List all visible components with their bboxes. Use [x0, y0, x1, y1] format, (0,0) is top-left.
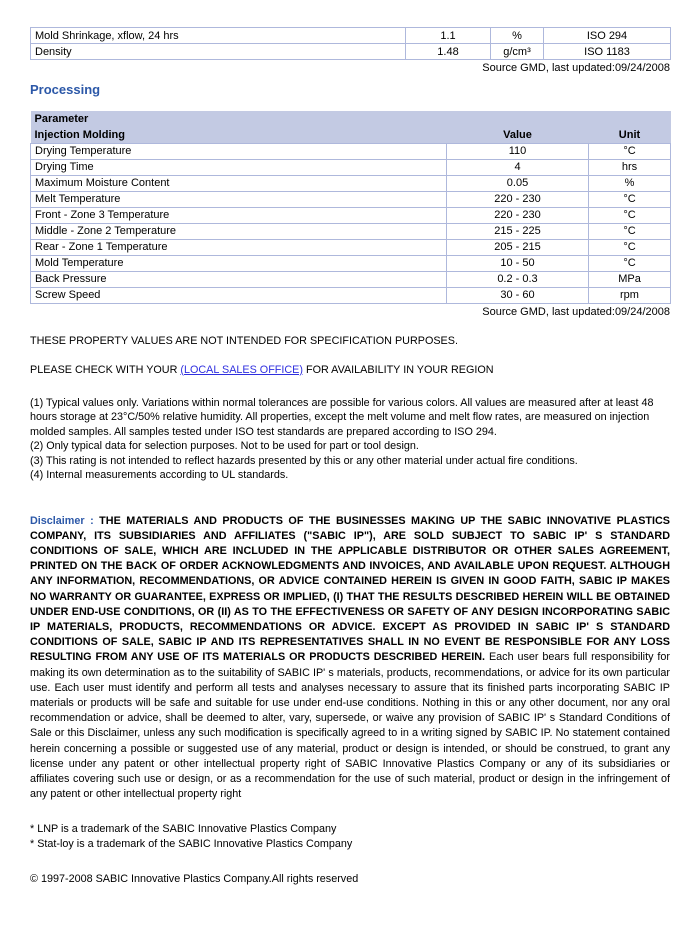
table-row: [31, 28, 671, 44]
disclaimer: [30, 514, 670, 803]
parameter-cell: Drying Temperature: [31, 143, 447, 159]
footnote-1: (1) Typical values only. Variations within normal tolerances are possible for various colors. All values are measured after at least 48 hours storage at 23°C/50% relative humidity. All properties, except the melt volume and melt flow rates, are measured on injection molded samples. All samples tested under ISO test standards are prepared according to ISO 294.: [30, 396, 654, 438]
unit-cell: °C: [589, 255, 671, 271]
value-cell: 0.05: [447, 175, 589, 191]
local-sales-office-link[interactable]: (LOCAL SALES OFFICE): [180, 363, 303, 376]
table-header-row: [31, 127, 671, 143]
disclaimer-label: Disclaimer :: [30, 514, 100, 527]
parameter-cell: Maximum Moisture Content: [31, 175, 447, 191]
parameter-cell: Front - Zone 3 Temperature: [31, 207, 447, 223]
table-row: [31, 255, 671, 271]
table-row: [31, 223, 671, 239]
property-cell: Mold Shrinkage, xflow, 24 hrs: [31, 28, 406, 44]
unit-cell: MPa: [589, 271, 671, 287]
table-group-header-row: [31, 111, 671, 127]
table-row: [31, 271, 671, 287]
unit-cell: %: [589, 175, 671, 191]
value-cell: 30 - 60: [447, 287, 589, 303]
column-header-parameter: Injection Molding: [31, 127, 447, 143]
column-header-unit: Unit: [589, 127, 671, 143]
specification-note: THESE PROPERTY VALUES ARE NOT INTENDED FOR SPECIFICATION PURPOSES.: [30, 334, 458, 347]
table-row: [31, 44, 671, 60]
parameter-cell: Melt Temperature: [31, 191, 447, 207]
unit-cell: °C: [589, 143, 671, 159]
value-cell: 1.48: [406, 44, 491, 60]
unit-cell: %: [491, 28, 544, 44]
unit-cell: hrs: [589, 159, 671, 175]
parameter-cell: Back Pressure: [31, 271, 447, 287]
trademark-lnp: * LNP is a trademark of the SABIC Innovative Plastics Company: [30, 823, 337, 836]
unit-cell: °C: [589, 191, 671, 207]
unit-cell: g/cm³: [491, 44, 544, 60]
parameter-cell: Middle - Zone 2 Temperature: [31, 223, 447, 239]
value-cell: 0.2 - 0.3: [447, 271, 589, 287]
unit-cell: °C: [589, 207, 671, 223]
property-cell: Density: [31, 44, 406, 60]
parameter-cell: Mold Temperature: [31, 255, 447, 271]
availability-suffix: FOR AVAILABILITY IN YOUR REGION: [302, 363, 494, 376]
table-row: [31, 191, 671, 207]
properties-table: [30, 27, 671, 60]
value-cell: 220 - 230: [447, 207, 589, 223]
footnote-2: (2) Only typical data for selection purposes. Not to be used for part or tool design.: [30, 440, 419, 452]
value-cell: 4: [447, 159, 589, 175]
section-heading-processing: Processing: [30, 82, 101, 97]
availability-note: [30, 364, 670, 376]
unit-cell: °C: [589, 223, 671, 239]
trademark-statloy: * Stat-loy is a trademark of the SABIC Innovative Plastics Company: [30, 837, 353, 850]
value-cell: 1.1: [406, 28, 491, 44]
parameter-cell: Screw Speed: [31, 287, 447, 303]
value-cell: 205 - 215: [447, 239, 589, 255]
processing-table: [30, 111, 671, 304]
availability-prefix: PLEASE CHECK WITH YOUR: [30, 363, 181, 376]
table-row: [31, 175, 671, 191]
trademark-notes: [30, 822, 670, 851]
value-cell: 215 - 225: [447, 223, 589, 239]
parameter-cell: Rear - Zone 1 Temperature: [31, 239, 447, 255]
standard-cell: ISO 294: [544, 28, 671, 44]
source-note: Source GMD, last updated:09/24/2008: [482, 62, 670, 74]
table-row: [31, 143, 671, 159]
page-content: [30, 27, 670, 885]
value-cell: 110: [447, 143, 589, 159]
column-header-value: Value: [447, 127, 589, 143]
source-note: Source GMD, last updated:09/24/2008: [482, 305, 670, 318]
table-row: [31, 159, 671, 175]
group-header-cell: Parameter: [31, 111, 671, 127]
table-row: [31, 207, 671, 223]
table-row: [31, 287, 671, 303]
copyright-line: © 1997-2008 SABIC Innovative Plastics Company.All rights reserved: [30, 873, 359, 886]
parameter-cell: Drying Time: [31, 159, 447, 175]
unit-cell: °C: [589, 239, 671, 255]
value-cell: 10 - 50: [447, 255, 589, 271]
table-row: [31, 239, 671, 255]
footnote-4: (4) Internal measurements according to UL standards.: [30, 469, 289, 481]
unit-cell: rpm: [589, 287, 671, 303]
standard-cell: ISO 1183: [544, 44, 671, 60]
disclaimer-bold-text: THE MATERIALS AND PRODUCTS OF THE BUSINESSES MAKING UP THE SABIC INNOVATIVE PLASTICS COMPANY, ITS SUBSIDIARIES AND AFFILIATES ("SABIC IP"), ARE SOLD SUBJECT TO SABIC IP' S STANDARD CONDITIONS OF SALE, WHICH ARE INCLUDED IN THE APPLICABLE DISTRIBUTOR OR OTHER SALES AGREEMENT, PRINTED ON THE BACK OF ORDER ACKNOWLEDGMENTS AND INVOICES, AND AVAILABLE UPON REQUEST. ALTHOUGH ANY INFORMATION, RECOMMENDATIONS, OR ADVICE CONTAINED HEREIN IS GIVEN IN GOOD FAITH, SABIC IP MAKES NO WARRANTY OR GUARANTEE, EXPRESS OR IMPLIED, (I) THAT THE RESULTS DESCRIBED HEREIN WILL BE OBTAINED UNDER END-USE CONDITIONS, OR (II) AS TO THE EFFECTIVENESS OR SAFETY OF ANY DESIGN INCORPORATING SABIC IP MATERIALS, PRODUCTS, RECOMMENDATIONS OR ADVICE. EXCEPT AS PROVIDED IN SABIC IP' S STANDARD CONDITIONS OF SALE, SABIC IP AND ITS REPRESENTATIVES SHALL IN NO EVENT BE RESPONSIBLE FOR ANY LOSS RESULTING FROM ANY USE OF ITS MATERIALS OR PRODUCTS DESCRIBED HEREIN.: [30, 514, 670, 664]
value-cell: 220 - 230: [447, 191, 589, 207]
footnote-3: (3) This rating is not intended to reflect hazards presented by this or any other material under actual fire conditions.: [30, 454, 578, 467]
footnotes: [30, 396, 670, 483]
disclaimer-body-text: Each user bears full responsibility for making its own determination as to the suitability of SABIC IP' s materials, products, recommendations, or advice for its own particular use. Each user must identify and perform all tests and analyses necessary to assure that its finished parts incorporating SABIC IP materials or products will be safe and suitable for use under end-use conditions. Nothing in this or any other document, nor any oral recommendation or advice, shall be deemed to alter, vary, supersede, or waive any provision of SABIC IP' s Standard Conditions of Sale or this Disclaimer, unless any such modification is specifically agreed to in a writing signed by SABIC IP. No statement contained herein concerning a possible or suggested use of any material, product or design is intended, or should be construed, to grant any license under any patent or other intellectual property right of SABIC Innovative Plastics Company or any of its subsidiaries or affiliates covering such use or design, or as a recommendation for the use of such material, product or design in the infringement of any patent or other intellectual property right: [30, 651, 670, 801]
